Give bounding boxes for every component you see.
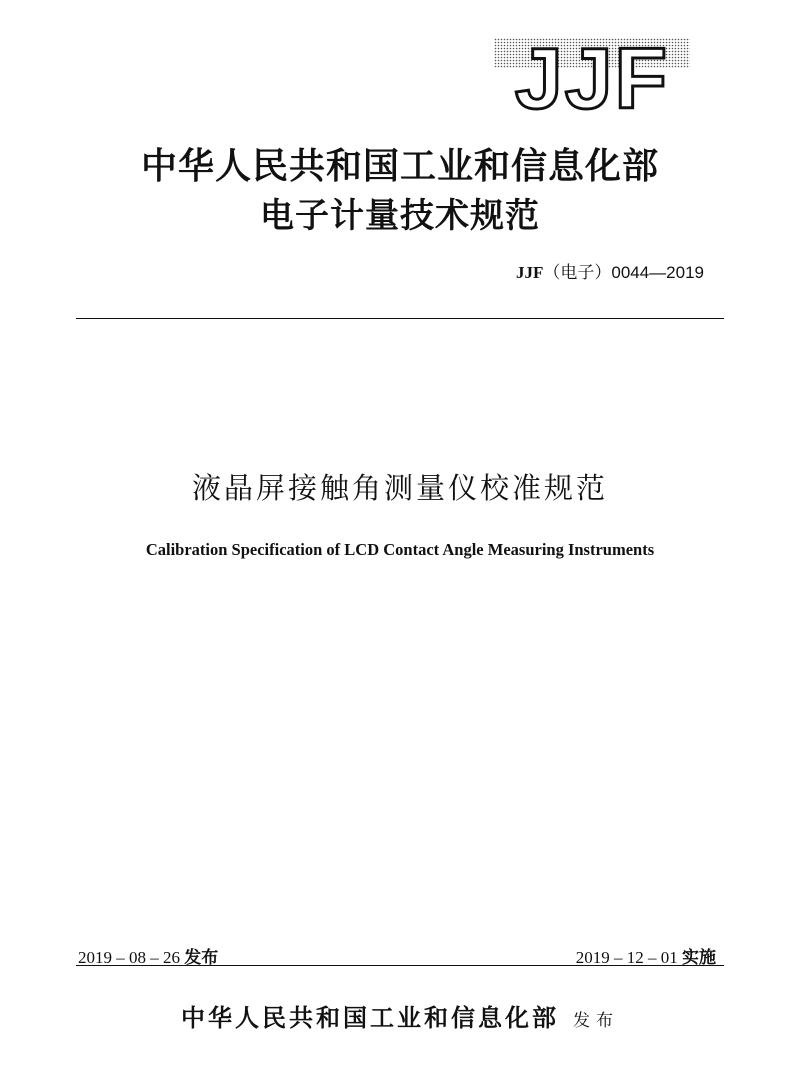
implementation-date-value: 2019 – 12 – 01	[575, 948, 678, 967]
implementation-date-label: 实施	[682, 948, 716, 968]
jjf-logo-graphic	[494, 38, 690, 118]
issue-date-value: 2019 – 08 – 26	[78, 948, 180, 967]
document-code-prefix: JJF	[515, 263, 544, 282]
document-code	[516, 258, 704, 283]
ministry-name: 中华人民共和国工业和信息化部	[140, 145, 659, 187]
top-divider	[76, 318, 724, 319]
publisher-line	[0, 998, 800, 1033]
document-code-number: （电子）0044—2019	[543, 263, 704, 282]
bottom-divider	[76, 965, 724, 966]
jjf-logo	[494, 38, 690, 118]
spec-series-title: 电子计量技术规范	[260, 196, 540, 236]
jjf-logo-text: JJF	[514, 38, 670, 118]
document-title-english: Calibration Specification of LCD Contact Angle Measuring Instruments	[145, 540, 655, 559]
document-title-chinese: 液晶屏接触角测量仪校准规范	[191, 471, 608, 505]
publisher-name: 中华人民共和国工业和信息化部	[181, 1003, 559, 1032]
publisher-action: 发布	[573, 1011, 619, 1031]
issue-date-label: 发布	[184, 948, 219, 968]
